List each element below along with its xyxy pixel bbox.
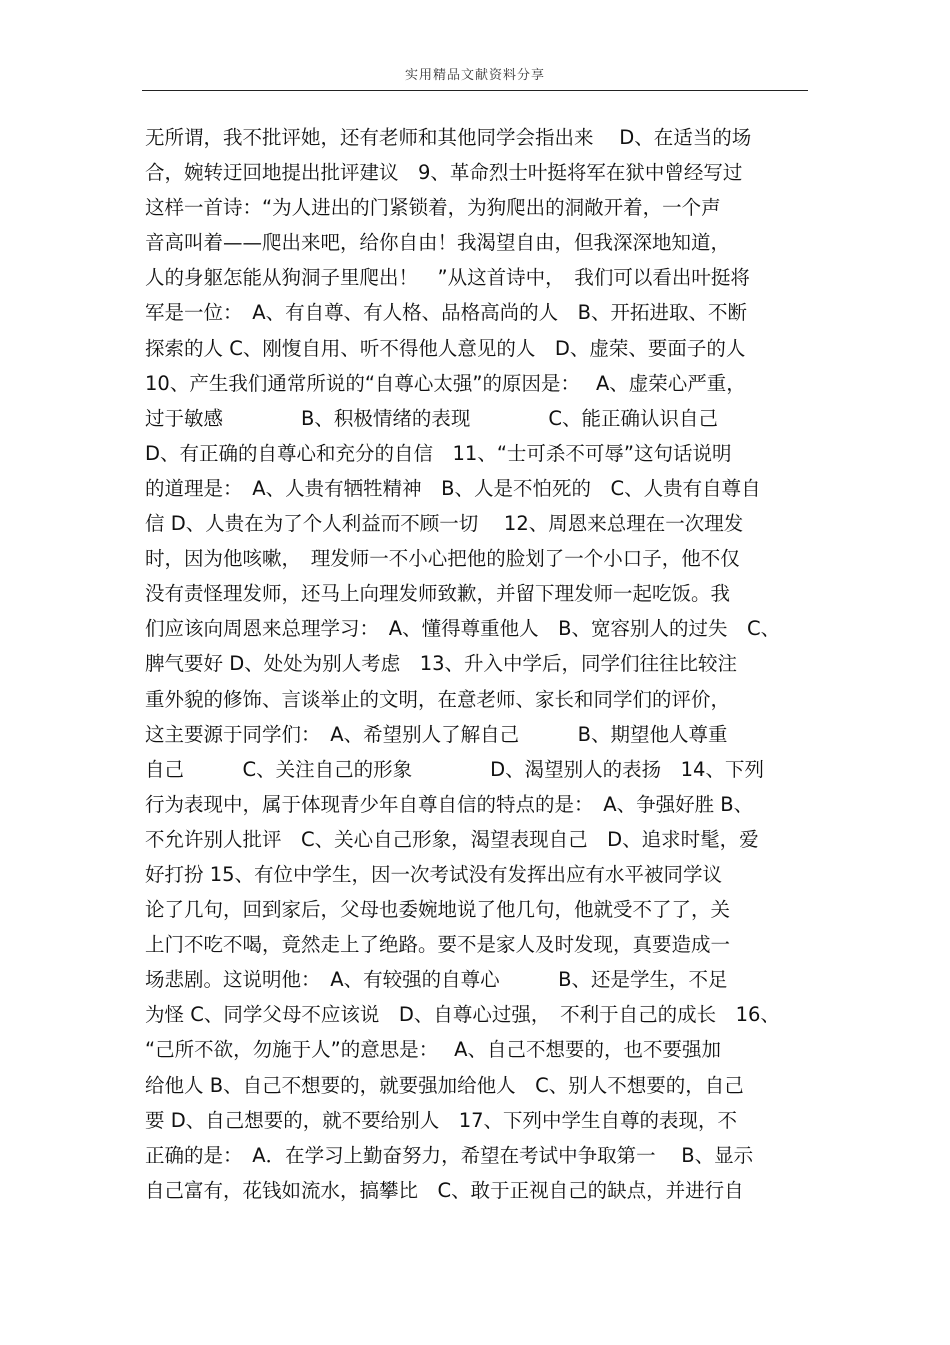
text-line: 场悲剧。这说明他： A、有较强的自尊心 B、还是学生，不足 xyxy=(145,968,728,992)
text-line: 军是一位： A、有自尊、有人格、品格高尚的人 B、开拓进取、不断 xyxy=(145,301,747,325)
text-line: 重外貌的修饰、言谈举止的文明，在意老师、家长和同学们的评价， xyxy=(145,687,731,711)
text-line: 行为表现中，属于体现青少年自尊自信的特点的是： A、争强好胜 B、 xyxy=(145,792,754,816)
text-line: 自己 C、关注自己的形象 D、渴望别人的表扬 14、下列 xyxy=(145,757,764,781)
text-line: 这主要源于同学们： A、希望别人了解自己 B、期望他人尊重 xyxy=(145,722,728,746)
text-line: 给他人 B、自己不想要的，就要强加给他人 C、别人不想要的，自己 xyxy=(145,1073,744,1097)
page-header: 实用精品文献资料分享 xyxy=(404,68,545,83)
text-line: 脾气要好 D、处处为别人考虑 13、升入中学后，同学们往往比较注 xyxy=(145,652,738,676)
text-line: 人的身躯怎能从狗洞子里爬出！ ”从这首诗中， 我们可以看出叶挺将 xyxy=(145,266,750,290)
document-body xyxy=(145,120,825,1208)
text-line: 合，婉转迂回地提出批评建议 9、革命烈士叶挺将军在狱中曾经写过 xyxy=(145,161,743,185)
text-line: 要 D、自己想要的，就不要给别人 17、下列中学生自尊的表现，不 xyxy=(145,1108,738,1132)
text-line: 探索的人 C、刚愎自用、听不得他人意见的人 D、虚荣、要面子的人 xyxy=(145,336,746,360)
text-line: 自己富有，花钱如流水，搞攀比 C、敢于正视自己的缺点，并进行自 xyxy=(145,1178,744,1202)
text-line: 的道理是： A、人贵有牺牲精神 B、人是不怕死的 C、人贵有自尊自 xyxy=(145,476,761,500)
text-line: 没有责怪理发师，还马上向理发师致歉，并留下理发师一起吃饭。我 xyxy=(145,582,731,606)
text-line: 时，因为他咳嗽， 理发师一不小心把他的脸划了一个小口子，他不仅 xyxy=(145,547,740,571)
text-line: 不允许别人批评 C、关心自己形象，渴望表现自己 D、追求时髦，爱 xyxy=(145,827,759,851)
header-divider xyxy=(142,90,808,91)
text-line: 信 D、人贵在为了个人利益而不顾一切 12、周恩来总理在一次理发 xyxy=(145,512,744,536)
text-line: D、有正确的自尊心和充分的自信 11、“士可杀不可辱”这句话说明 xyxy=(145,441,732,465)
text-line: 过于敏感 B、积极情绪的表现 C、能正确认识自己 xyxy=(145,406,718,430)
text-line: 音高叫着——爬出来吧，给你自由！我渴望自由，但我深深地知道， xyxy=(145,231,731,255)
text-line: 为怪 C、同学父母不应该说 D、自尊心过强， 不利于自己的成长 16、 xyxy=(145,1003,780,1027)
text-line: 论了几句，回到家后，父母也委婉地说了他几句，他就受不了了，关 xyxy=(145,898,731,922)
text-line: 10、产生我们通常所说的“自尊心太强”的原因是： A、虚荣心严重， xyxy=(145,371,746,395)
text-line: 好打扮 15、有位中学生，因一次考试没有发挥出应有水平被同学议 xyxy=(145,862,723,886)
text-line: 正确的是： A．在学习上勤奋努力，希望在考试中争取第一 B、显示 xyxy=(145,1143,754,1167)
text-line: 们应该向周恩来总理学习： A、懂得尊重他人 B、宽容别人的过失 C、 xyxy=(145,617,781,641)
text-line: 这样一首诗：“为人进出的门紧锁着，为狗爬出的洞敞开着，一个声 xyxy=(145,196,721,220)
text-line: “己所不欲，勿施于人”的意思是： A、自己不想要的，也不要强加 xyxy=(145,1038,721,1062)
text-line: 无所谓，我不批评她，还有老师和其他同学会指出来 D、在适当的场 xyxy=(145,126,752,149)
text-line: 上门不吃不喝，竟然走上了绝路。要不是家人及时发现，真要造成一 xyxy=(145,933,731,957)
